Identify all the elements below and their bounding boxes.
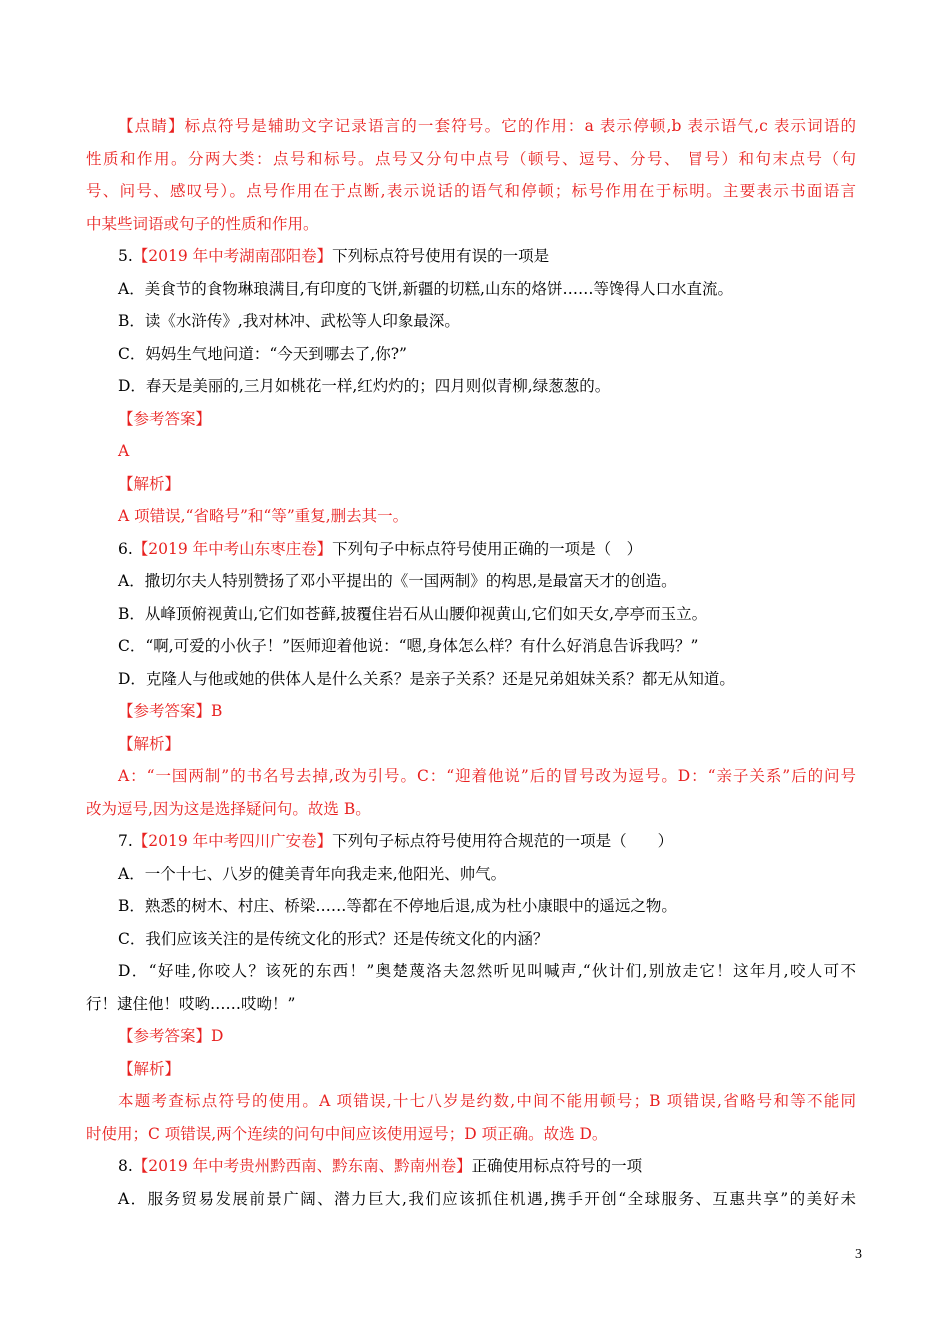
question-number: 5.: [118, 247, 133, 265]
dianjing-line-3: 号、问号、感叹号）。点号作用在于点断,表示说话的语气和停顿；标号作用在于标明。主要表示书面语言: [86, 182, 856, 200]
q6-option-a: A．撒切尔夫人特别赞扬了邓小平提出的《一国两制》的构思,是最富天才的创造。: [118, 572, 677, 590]
q6-stem: 6.【2019 年中考山东枣庄卷】下列句子中标点符号使用正确的一项是（ ）: [118, 539, 643, 558]
answer-label: 【参考答案】: [118, 1027, 212, 1045]
q6-answer: [86, 695, 856, 728]
q5-option-b: B．读《水浒传》,我对林冲、武松等人印象最深。: [118, 312, 460, 330]
q5-analysis-label: 【解析】: [118, 474, 181, 493]
answer-value: D: [211, 1027, 224, 1045]
question-source: 【2019 年中考山东枣庄卷】: [132, 539, 333, 558]
dianjing-line-1: 【点睛】标点符号是辅助文字记录语言的一套符号。它的作用：a 表示停顿,b 表示语气,c 表示词语的: [118, 117, 856, 135]
q7-option-c: C．我们应该关注的是传统文化的形式？还是传统文化的内涵？: [118, 929, 549, 948]
q5-option-c: C．妈妈生气地问道：“今天到哪去了,你?”: [118, 344, 407, 363]
q5-stem: 5.【2019 年中考湖南邵阳卷】下列标点符号使用有误的一项是: [118, 247, 550, 265]
question-number: 8.: [118, 1157, 133, 1175]
q6-option-b: B．从峰顶俯视黄山,它们如苍藓,披覆住岩石从山腰仰视黄山,它们如天女,亭亭而玉立。: [118, 604, 708, 623]
q7-analysis-line-1: 本题考查标点符号的使用。A 项错误,十七八岁是约数,中间不能用顿号；B 项错误,省略号和等不能同: [118, 1092, 856, 1110]
q6-option-d: D．克隆人与他或她的供体人是什么关系？是亲子关系？还是兄弟姐妹关系？都无从知道。: [118, 669, 735, 688]
q5-analysis: A 项错误,“省略号”和“等”重复,删去其一。: [118, 507, 409, 525]
question-source: 【2019 年中考四川广安卷】: [132, 832, 333, 850]
question-source: 【2019 年中考湖南邵阳卷】: [132, 247, 333, 265]
q7-analysis-line-2: 时使用；C 项错误,两个连续的问句中间应该使用逗号；D 项正确。故选 D。: [86, 1124, 608, 1143]
q6-option-c: C．“啊,可爱的小伙子！”医师迎着他说：“嗯,身体怎么样？有什么好消息告诉我吗？”: [118, 637, 699, 655]
q8-option-a-line-1: A．服务贸易发展前景广阔、潜力巨大,我们应该抓住机遇,携手开创“全球服务、互惠共享”的美好未: [118, 1189, 856, 1208]
q7-option-b: B．熟悉的树木、村庄、桥梁……等都在不停地后退,成为杜小康眼中的遥远之物。: [118, 897, 677, 915]
dianjing-line-2: 性质和作用。分两大类：点号和标号。点号又分句中点号（顿号、逗号、分号、 冒号）和句末点号（句: [86, 149, 856, 168]
q5-answer-label: 【参考答案】: [118, 409, 212, 428]
q5-option-a: A．美食节的食物琳琅满目,有印度的飞饼,新疆的切糕,山东的烙饼……等馋得人口水直流。: [118, 279, 733, 298]
q8-stem: 8.【2019 年中考贵州黔西南、黔东南、黔南州卷】正确使用标点符号的一项: [118, 1157, 643, 1175]
answer-label: 【参考答案】: [118, 702, 212, 720]
q6-analysis-line-2: 改为逗号,因为这是选择疑问句。故选 B。: [86, 799, 371, 818]
dianjing-label: 【点睛】: [118, 117, 185, 135]
q5-answer: A: [118, 442, 130, 460]
q7-option-a: A．一个十七、八岁的健美青年向我走来,他阳光、帅气。: [118, 864, 507, 883]
q5-option-d: D．春天是美丽的,三月如桃花一样,红灼灼的；四月则似青柳,绿葱葱的。: [118, 377, 611, 395]
question-source: 【2019 年中考贵州黔西南、黔东南、黔南州卷】: [132, 1157, 472, 1175]
q6-analysis-line-1: A：“一国两制”的书名号去掉,改为引号。C：“迎着他说”后的冒号改为逗号。D：“亲子关系”后的问号: [118, 767, 856, 785]
q6-analysis-label: 【解析】: [118, 734, 181, 753]
question-number: 6.: [118, 539, 133, 558]
q7-stem: 7.【2019 年中考四川广安卷】下列句子标点符号使用符合规范的一项是（ ）: [118, 832, 674, 850]
page-content: [86, 110, 856, 1215]
answer-value: B: [211, 702, 223, 720]
q7-option-d-line-2: 行！逮住他！哎哟……哎呦！”: [86, 994, 296, 1013]
q7-analysis-label: 【解析】: [118, 1059, 181, 1078]
question-number: 7.: [118, 832, 133, 850]
q7-option-d-line-1: D．“好哇,你咬人？该死的东西！”奥楚蔑洛夫忽然听见叫喊声,“伙计们,别放走它！这年月,咬人可不: [118, 962, 856, 980]
dianjing-line-4: 中某些词语或句子的性质和作用。: [86, 214, 319, 233]
q7-answer: [86, 1020, 856, 1053]
page-number: 3: [855, 1247, 862, 1262]
